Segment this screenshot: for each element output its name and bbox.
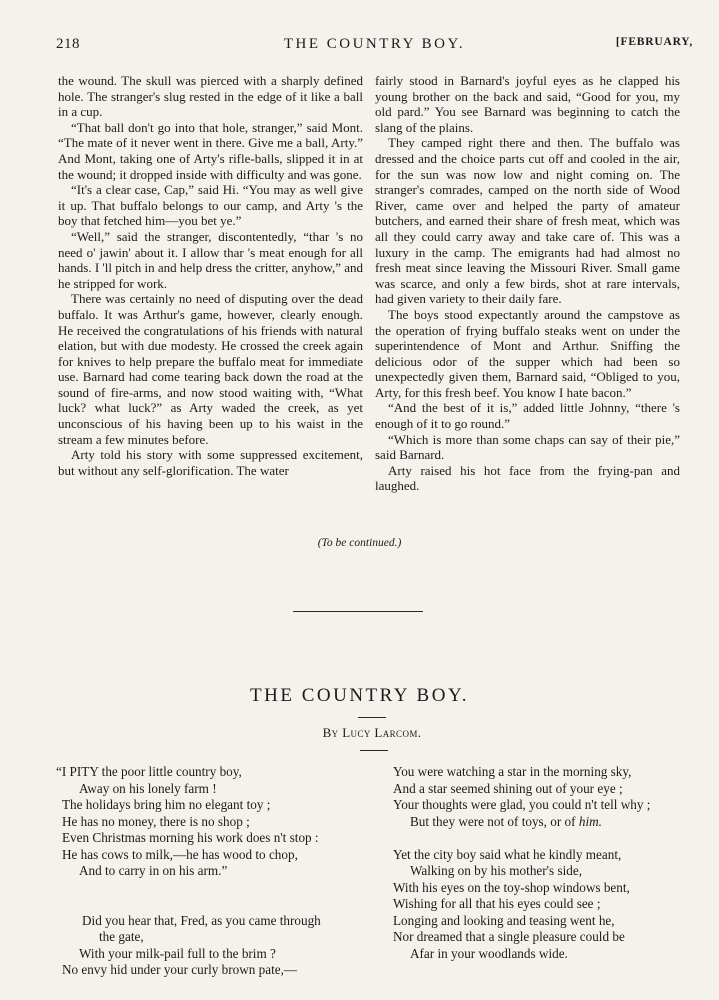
running-title: THE COUNTRY BOY. <box>283 36 466 52</box>
verse-line: Did you hear that, Fred, as you came through <box>82 912 321 928</box>
verse-line <box>393 814 650 831</box>
verse-line: The holidays bring him no elegant toy ; <box>62 797 271 812</box>
paragraph: the wound. The skull was pierced with a sharply defined hole. The stranger's slug rested in the edge of it like a ball in a cup. <box>58 73 363 120</box>
verse-line: Even Christmas morning his work does n't stop : <box>62 830 319 845</box>
verse-line: Nor dreamed that a single pleasure could be <box>393 929 625 944</box>
paragraph: There was certainly no need of disputing over the dead buffalo. It was Arthur's game, however, clearly enough. He received the congratulations of his friends with natural elation, but with due modesty. He crossed the creek again for knives to help prepare the buffalo meat for immediate use. Barnard had come tearing back down the road at the sound of fire-arms, and now stood waiting with, “What luck? what luck?” as Arty waded the creek, as yet unconscious of his having been up to his waist in the stream a few minutes before. <box>58 291 363 447</box>
verse-line-text: But they were not of toys, or of <box>410 813 576 829</box>
paragraph: “Well,” said the stranger, discontentedly, “thar 's no need o' jawin' about it. I allow thar 's meat enough for all hands. I 'll pitch in and help dress the critter, anyhow,” and he stripped for work. <box>58 228 363 291</box>
verse-line: Walking on by his mother's side, <box>410 863 583 878</box>
verse-line: He has no money, there is no shop ; <box>62 813 250 829</box>
verse-line: Your thoughts were glad, you could n't tell why ; <box>393 797 651 812</box>
section-divider <box>293 611 423 612</box>
verse-line: No envy hid under your curly brown pate,— <box>62 962 298 977</box>
poem-author: Lucy Larcom. <box>342 725 422 740</box>
paragraph: The boys stood expectantly around the campstove as the operation of frying buffalo steaks went on under the superintendence of Mont and Arthur. Sniffing the delicious odor of the supper which had been so unexpectedly given them, Barnard said, “Obliged to you, Arty, for this fresh beef. You know I hate bacon.” <box>375 306 680 400</box>
stanza-break <box>393 830 650 847</box>
verse-line: Wishing for all that his eyes could see ; <box>393 896 601 911</box>
verse-line: You were watching a star in the morning sky, <box>393 764 632 779</box>
left-prose-column <box>58 73 363 478</box>
verse-line: He has cows to milk,—he has wood to chop, <box>62 846 298 862</box>
poem-byline <box>0 725 719 741</box>
issue-month: [FEBRUARY, <box>615 36 693 48</box>
right-prose-column <box>375 73 680 494</box>
continued-note: (To be continued.) <box>317 537 402 549</box>
title-rule <box>358 717 386 718</box>
paragraph: “Which is more than some chaps can say of their pie,” said Barnard. <box>375 431 680 463</box>
byline-rule <box>360 750 388 751</box>
verse-line: Afar in your woodlands wide. <box>410 945 568 961</box>
poem-left-column <box>56 764 321 979</box>
paragraph: They camped right there and then. The buffalo was dressed and the choice parts cut off and cooled in the air, for the sun was now low and night coming on. The stranger's comrades, camped on the north side of Wood River, came over and helped the party of amateur butchers, and earned their share of fresh meat, which was all they could carry away and take care of. This was a luxury in the camp. The emigrants had had almost no fresh meat since leaving the Missouri River. Small game was scarce, and only a few birds, shot at rare intervals, had given variety to their daily fare. <box>375 135 680 307</box>
verse-line: With his eyes on the toy-shop windows bent, <box>393 879 630 895</box>
poem-right-column <box>393 764 650 962</box>
verse-line: With your milk-pail full to the brim ? <box>79 945 276 961</box>
paragraph: fairly stood in Barnard's joyful eyes as he clapped his young brother on the back and said, “Good for you, my old pard.” You see Barnard was beginning to catch the slang of the plains. <box>375 73 680 135</box>
verse-line: And to carry in on his arm.” <box>79 863 228 878</box>
paragraph: “It's a clear case, Cap,” said Hi. “You may as well give it up. That buffalo belongs to our camp, and Arty 's the boy that fetched him—you bet ye.” <box>58 182 363 229</box>
poem-title: THE COUNTRY BOY. <box>250 685 469 706</box>
stanza-break <box>62 880 321 897</box>
running-header <box>56 36 693 56</box>
emphasized-word: him. <box>578 813 602 829</box>
verse-line: Longing and looking and teasing went he, <box>393 912 615 928</box>
verse-line: Away on his lonely farm ! <box>79 780 217 796</box>
paragraph: “That ball don't go into that hole, stranger,” said Mont. “The mate of it never went in there. Give me a ball, Arty.” And Mont, taking one of Arty's rifle-balls, slipped it in at the wound; it dropped inside with difficulty and was gone. <box>58 119 363 182</box>
verse-line: Yet the city boy said what he kindly meant, <box>393 846 622 862</box>
paragraph: Arty raised his hot face from the frying-pan and laughed. <box>375 462 680 494</box>
verse-line: “I PITY the poor little country boy, <box>56 764 242 779</box>
verse-line: the gate, <box>99 929 144 944</box>
byline-prefix: By <box>322 725 339 740</box>
paragraph: Arty told his story with some suppressed excitement, but without any self-glorification. The water <box>58 447 363 478</box>
stanza-break <box>62 896 321 913</box>
paragraph: “And the best of it is,” added little Johnny, “there 's enough of it to go round.” <box>375 400 680 432</box>
page-number: 218 <box>56 36 80 52</box>
verse-line: And a star seemed shining out of your eye ; <box>393 780 623 796</box>
